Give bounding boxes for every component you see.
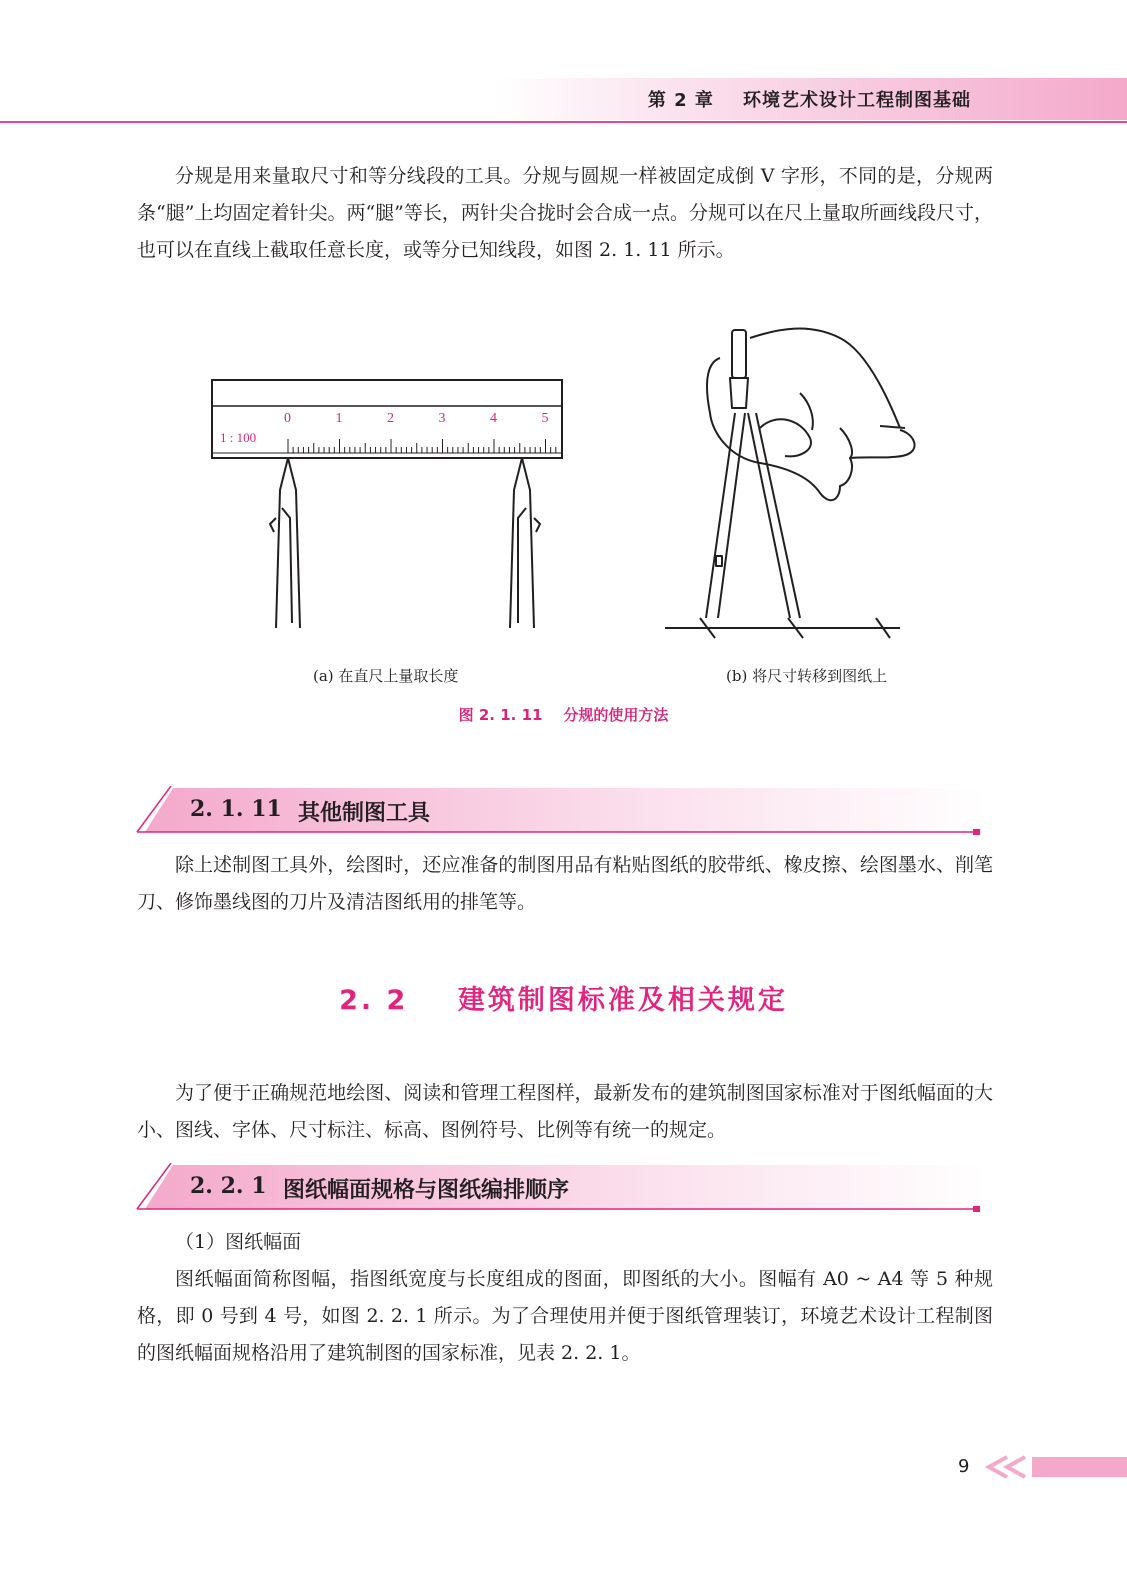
- footer-band: [1032, 1457, 1127, 1477]
- paragraph-item-1-heading: （1）图纸幅面: [175, 1231, 302, 1253]
- header-rule: [0, 121, 1127, 123]
- ruler-tick-label: 5: [541, 411, 549, 426]
- divider-right-leg: [510, 458, 540, 628]
- paragraph-dividers-intro: 分规是用来量取尺寸和等分线段的工具。分规与圆规一样被固定成倒 V 字形，不同的是，分规两条“腿”上均固定着针尖。两“腿”等长，两针尖合拢时会合成一点。分规可以在尺上量取所画线段尺寸，也可以在直线上截取任意长度，或等分已知线段，如图 2. 1. 11 所示。: [137, 165, 993, 261]
- ruler-illustration: [212, 380, 562, 458]
- hand-with-dividers: [665, 329, 915, 638]
- page-number: 9: [958, 1456, 970, 1477]
- ruler-tick-label: 2: [387, 411, 394, 426]
- chevron-left-icon: [985, 1455, 1035, 1479]
- subsection-title: 图纸幅面规格与图纸编排顺序: [283, 1177, 570, 1203]
- ruler-tick-label: 1: [335, 411, 343, 426]
- divider-left-leg: [270, 458, 300, 628]
- ruler-tick-label: 3: [438, 411, 446, 426]
- paragraph-other-tools: 除上述制图工具外，绘图时，还应准备的制图用品有粘贴图纸的胶带纸、橡皮擦、绘图墨水、削笔刀、修饰墨线图的刀片及清洁图纸用的排笔等。: [137, 854, 993, 913]
- caption-sub-a: (a) 在直尺上量取长度: [313, 667, 459, 685]
- ruler-scale-label: 1 : 100: [220, 430, 257, 445]
- figure-dividers-usage: [200, 318, 930, 648]
- paragraph-sheet-size: 图纸幅面简称图幅，指图纸宽度与长度组成的图面，即图纸的大小。图幅有 A0 ~ A4 等 5 种规格，即 0 号到 4 号，如图 2. 2. 1 所示。为了合理使用并便于图纸管理装订，环境艺术设计工程制图的图纸幅面规格沿用了建筑制图的国家标准，见表 2. 2. 1。: [137, 1268, 993, 1364]
- subsection-heading-2-1-11: [135, 786, 985, 842]
- running-header-title: 第 2 章 环境艺术设计工程制图基础: [647, 90, 971, 111]
- caption-sub-b: (b) 将尺寸转移到图纸上: [726, 667, 888, 685]
- subsection-number: 2. 2. 1: [190, 1173, 267, 1199]
- ruler-tick-label: 4: [490, 411, 497, 426]
- subsection-heading-2-2-1: [135, 1163, 985, 1219]
- subsection-title: 其他制图工具: [298, 800, 431, 826]
- figure-caption: 图 2. 1. 11 分规的使用方法: [458, 706, 669, 724]
- section-heading-2-2: 2. 2 建筑制图标准及相关规定: [339, 985, 788, 1016]
- subsection-number: 2. 1. 11: [190, 796, 282, 822]
- paragraph-standards-intro: 为了便于正确规范地绘图、阅读和管理工程图样，最新发布的建筑制图国家标准对于图纸幅面的大小、图线、字体、尺寸标注、标高、图例符号、比例等有统一的规定。: [137, 1082, 993, 1141]
- ruler-tick-label: 0: [284, 411, 291, 426]
